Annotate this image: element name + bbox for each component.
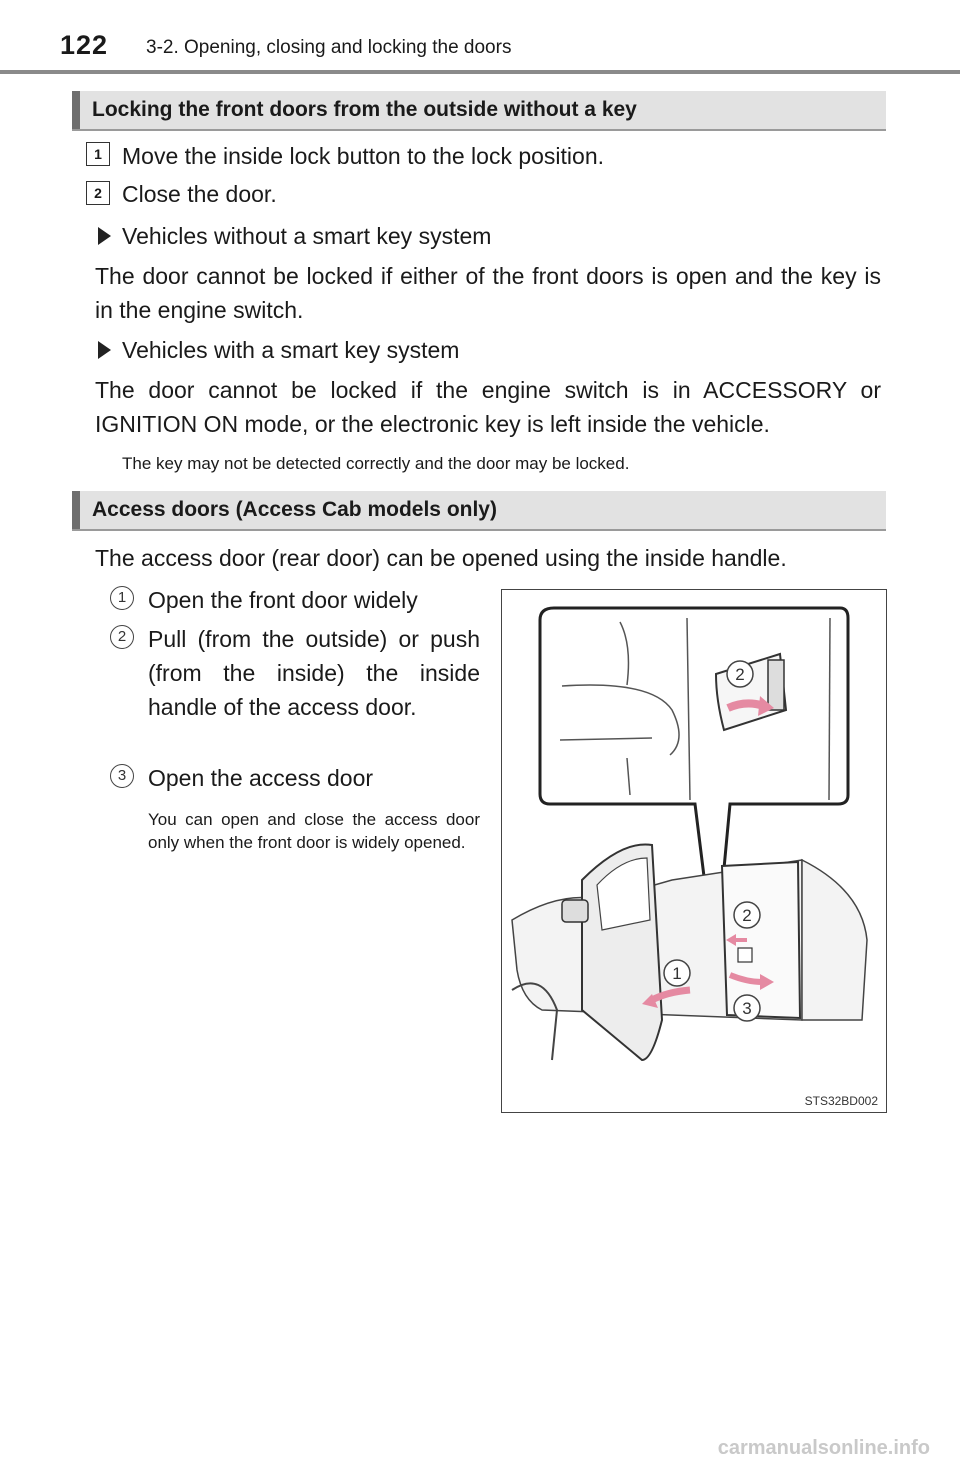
callout-number: 3 xyxy=(742,999,752,1018)
side-mirror xyxy=(562,900,588,922)
arrow-bullet-icon xyxy=(98,341,111,359)
intro-text: The access door (rear door) can be opened using the inside handle. xyxy=(95,545,787,571)
arrow-bullet-icon xyxy=(98,227,111,245)
case-title: Vehicles with a smart key system xyxy=(122,337,460,363)
step-text: Close the door. xyxy=(122,181,277,207)
callout-number: 2 xyxy=(742,906,752,925)
step-circle: 2 xyxy=(110,625,134,649)
step-text: Open the front door widely xyxy=(148,587,418,613)
page-header xyxy=(0,0,960,76)
step-text: Open the access door xyxy=(148,765,374,791)
callout-number: 1 xyxy=(672,964,682,983)
callout-number: 2 xyxy=(735,665,745,684)
vehicle-door-drawing xyxy=(502,590,885,1111)
case-note: The key may not be detected correctly and the door may be locked. xyxy=(122,454,630,473)
step-circle: 1 xyxy=(110,586,134,610)
section-heading-locking xyxy=(72,91,886,131)
case-title: Vehicles without a smart key system xyxy=(122,223,492,249)
pull-arrow-icon xyxy=(728,703,764,708)
section-title: 3-2. Opening, closing and locking the doors xyxy=(146,37,512,58)
case-body: The door cannot be locked if either of the front doors is open and the key is in the engine switch. xyxy=(95,263,881,323)
step-text: Move the inside lock button to the lock position. xyxy=(122,143,605,169)
access-note: You can open and close the access door only when the front door is widely opened. xyxy=(148,810,480,852)
step-number-box: 2 xyxy=(86,181,110,205)
case-body: The door cannot be locked if the engine switch is in ACCESSORY or IGNITION ON mode, or the electronic key is left inside the vehicle. xyxy=(95,377,881,437)
watermark-text: carmanualsonline.info xyxy=(717,1437,930,1459)
section-heading-access-doors xyxy=(72,491,886,531)
section-heading-text: Access doors (Access Cab models only) xyxy=(92,498,497,521)
page-number: 122 xyxy=(60,30,109,60)
step-number-box: 1 xyxy=(86,142,110,166)
figure-code: STS32BD002 xyxy=(804,1094,878,1108)
section-heading-text: Locking the front doors from the outside without a key xyxy=(92,98,637,121)
header-rule xyxy=(0,70,960,74)
step-circle: 3 xyxy=(110,764,134,788)
step-text: Pull (from the outside) or push (from the inside) the inside handle of the access door. xyxy=(148,626,480,720)
access-door-illustration xyxy=(501,589,887,1113)
